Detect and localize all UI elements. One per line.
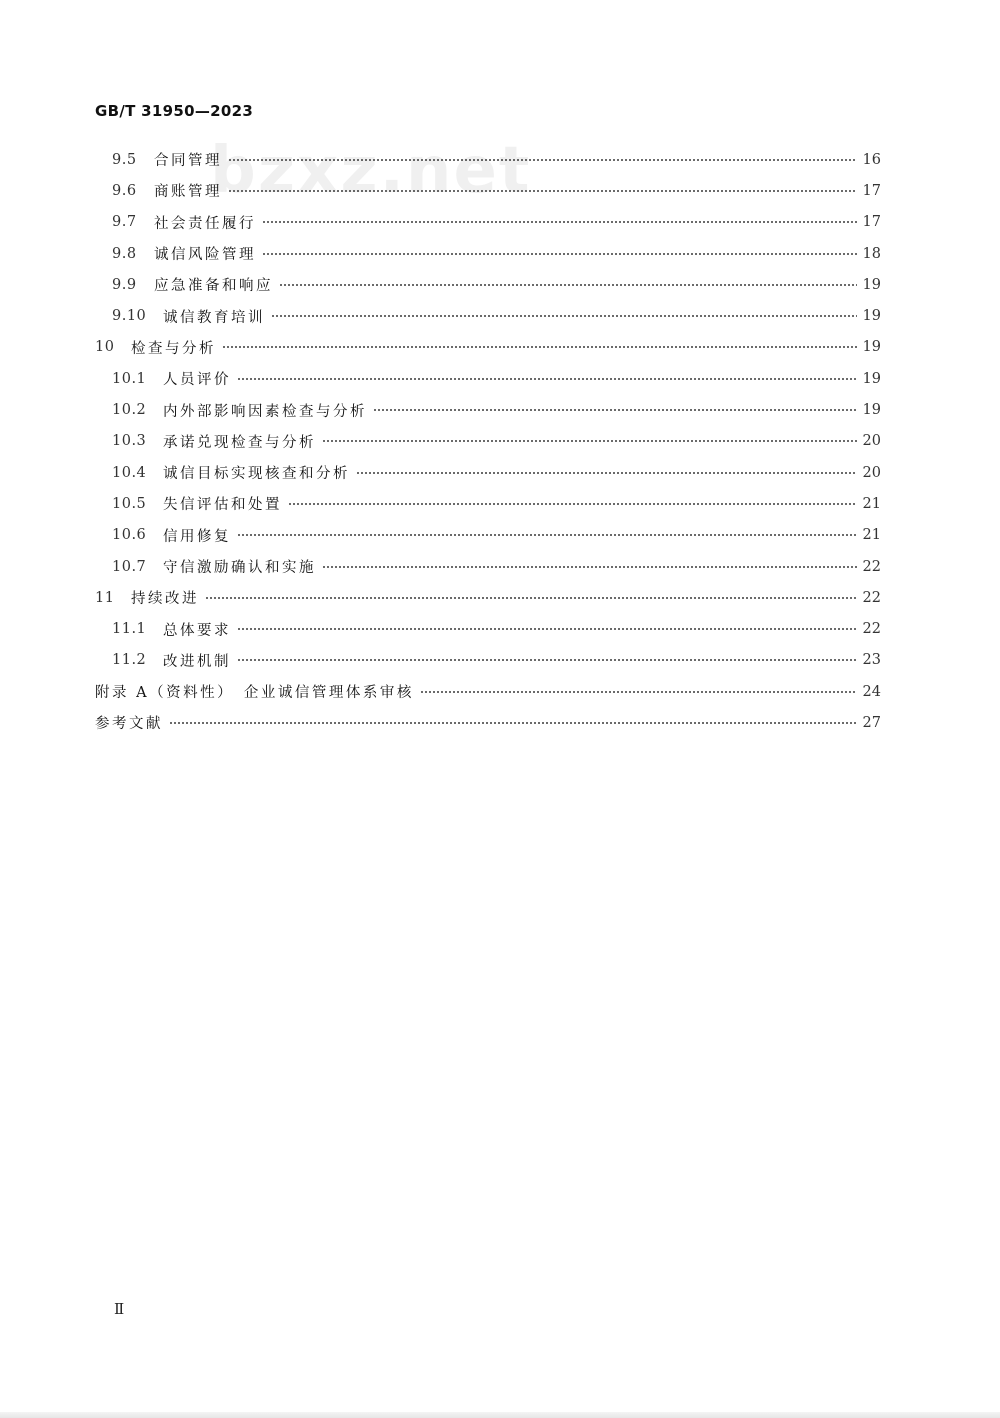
toc-dot-leader: [228, 159, 857, 161]
toc-entry-page: 20: [862, 433, 881, 450]
toc-entry-title: 应急准备和响应: [154, 278, 273, 295]
toc-entry-number: 10: [95, 339, 115, 356]
toc-entry[interactable]: [95, 238, 881, 269]
toc-entry[interactable]: [95, 144, 881, 175]
toc-entry[interactable]: [95, 394, 881, 425]
toc-dot-leader: [228, 190, 857, 192]
toc-entry-number: 9.5: [112, 151, 137, 168]
toc-dot-leader: [205, 597, 857, 599]
toc-entry-page: 19: [862, 339, 881, 356]
toc-entry-title: 诚信风险管理: [154, 247, 256, 264]
toc-entry-title: 总体要求: [163, 622, 231, 639]
toc-entry-page: 19: [862, 402, 881, 419]
toc-entry[interactable]: [95, 582, 881, 613]
toc-entry[interactable]: [95, 645, 881, 676]
toc-entry-title: 社会责任履行: [154, 215, 256, 232]
toc-entry-page: 21: [862, 527, 881, 544]
toc-entry-title: 失信评估和处置: [163, 497, 282, 514]
toc-dot-leader: [237, 628, 857, 630]
toc-dot-leader: [237, 659, 857, 661]
toc-entry-title: 附录 A（资料性） 企业诚信管理体系审核: [95, 685, 414, 702]
toc-entry-title: 合同管理: [154, 153, 222, 170]
toc-entry-number: 9.7: [112, 214, 137, 231]
toc-entry-page: 24: [862, 683, 881, 700]
toc-dot-leader: [356, 472, 857, 474]
toc-entry-page: 17: [862, 214, 881, 231]
toc-entry-title: 人员评价: [163, 372, 231, 389]
watermark: bzxz.net: [210, 134, 532, 208]
toc-dot-leader: [237, 534, 857, 536]
toc-dot-leader: [169, 722, 857, 724]
toc-entry[interactable]: [95, 175, 881, 206]
toc-dot-leader: [271, 315, 857, 317]
toc-entry-number: 9.10: [112, 308, 147, 325]
toc-dot-leader: [237, 378, 857, 380]
toc-entry-number: 10.5: [112, 495, 147, 512]
toc-entry[interactable]: [95, 707, 881, 738]
toc-entry-page: 19: [862, 308, 881, 325]
toc-entry-number: 10.7: [112, 558, 147, 575]
toc-entry-page: 21: [862, 495, 881, 512]
toc-entry-number: 10.2: [112, 402, 147, 419]
toc-dot-leader: [262, 253, 857, 255]
toc-entry-number: 10.3: [112, 433, 147, 450]
toc-entry[interactable]: [95, 363, 881, 394]
toc-entry-page: 18: [862, 245, 881, 262]
toc-dot-leader: [322, 440, 857, 442]
toc-dot-leader: [279, 284, 857, 286]
toc-entry[interactable]: [95, 426, 881, 457]
toc-entry[interactable]: [95, 613, 881, 644]
toc-entry-title: 信用修复: [163, 528, 231, 545]
toc-entry-page: 20: [862, 464, 881, 481]
toc-entry[interactable]: [95, 488, 881, 519]
toc-entry[interactable]: [95, 520, 881, 551]
toc-entry[interactable]: [95, 551, 881, 582]
toc-entry-page: 22: [862, 621, 881, 638]
toc-entry[interactable]: [95, 207, 881, 238]
toc-entry[interactable]: [95, 457, 881, 488]
standard-code: GB/T 31950—2023: [95, 102, 254, 120]
toc-entry-title: 改进机制: [163, 653, 231, 670]
toc-entry-title: 诚信目标实现核查和分析: [163, 466, 350, 483]
toc-dot-leader: [288, 503, 857, 505]
toc-entry[interactable]: [95, 676, 881, 707]
toc-entry-page: 19: [862, 276, 881, 293]
toc-entry-number: 9.6: [112, 182, 137, 199]
toc-dot-leader: [322, 566, 857, 568]
toc-entry-page: 17: [862, 182, 881, 199]
toc-entry-number: 10.6: [112, 527, 147, 544]
toc-entry-number: 9.8: [112, 245, 137, 262]
toc-entry-number: 11.1: [112, 621, 147, 638]
toc-entry[interactable]: [95, 300, 881, 331]
page-number: Ⅱ: [114, 1300, 125, 1318]
toc-entry-number: 11: [95, 589, 115, 606]
toc-entry-title: 承诺兑现检查与分析: [163, 434, 316, 451]
toc-entry-title: 持续改进: [131, 591, 199, 608]
toc-entry-title: 守信激励确认和实施: [163, 560, 316, 576]
toc-entry-number: 11.2: [112, 652, 147, 669]
toc-entry[interactable]: [95, 332, 881, 363]
toc-dot-leader: [373, 409, 857, 411]
toc-entry-page: 16: [862, 151, 881, 168]
toc-entry-page: 23: [862, 652, 881, 669]
toc-entry-title: 参考文献: [95, 716, 163, 733]
toc-entry-number: 9.9: [112, 276, 137, 293]
toc-dot-leader: [420, 691, 857, 693]
toc-entry-title: 检查与分析: [131, 340, 216, 357]
toc-entry-title: 内外部影响因素检查与分析: [163, 403, 367, 420]
toc-entry[interactable]: [95, 269, 881, 300]
toc-entry-title: 诚信教育培训: [163, 309, 265, 326]
toc-dot-leader: [222, 346, 857, 348]
page-edge: [0, 1412, 1000, 1418]
toc-entry-title: 商账管理: [154, 184, 222, 201]
toc-entry-page: 22: [862, 589, 881, 606]
toc-entry-number: 10.4: [112, 464, 147, 481]
toc-entry-page: 22: [862, 558, 881, 575]
toc-entry-number: 10.1: [112, 370, 147, 387]
table-of-contents: [95, 144, 881, 739]
toc-entry-page: 19: [862, 370, 881, 387]
toc-dot-leader: [262, 221, 857, 223]
toc-entry-page: 27: [862, 714, 881, 731]
